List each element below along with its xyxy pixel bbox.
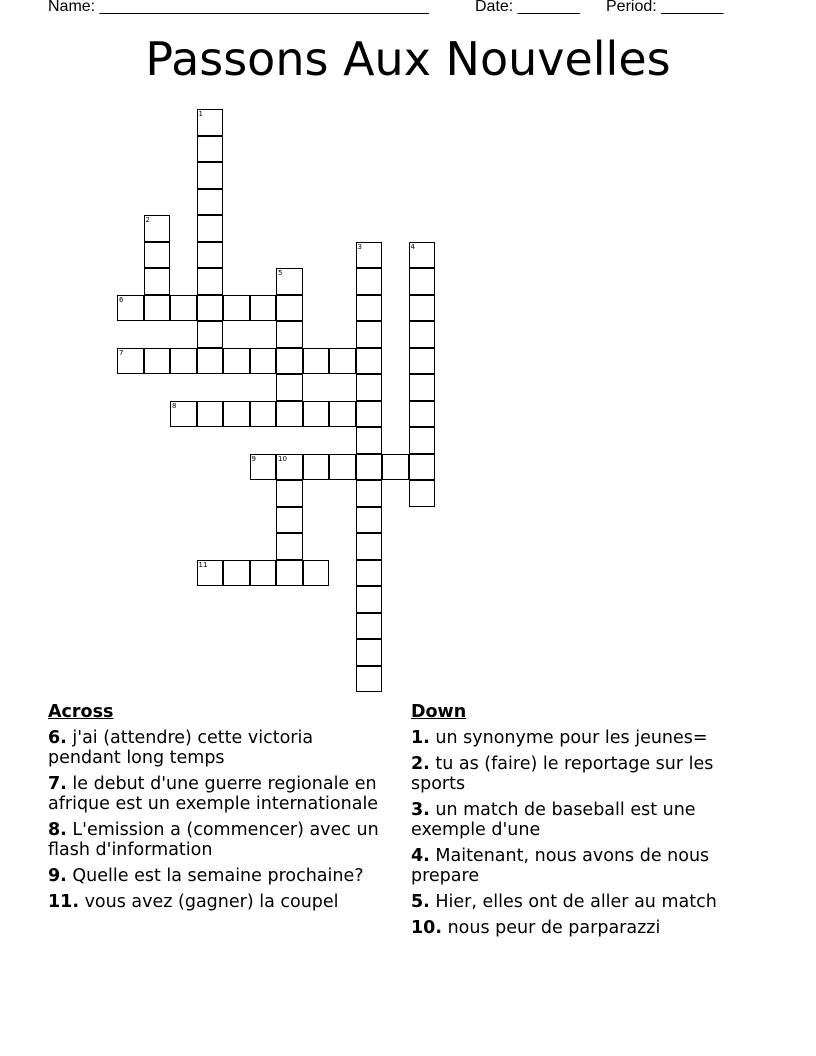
grid-cell[interactable] bbox=[409, 480, 436, 507]
clue-item-number: 3. bbox=[411, 800, 430, 820]
clue-number: 3 bbox=[357, 242, 362, 251]
period-field: Period: _______ bbox=[606, 0, 724, 15]
clue-item-number: 6. bbox=[48, 728, 67, 748]
grid-cell[interactable] bbox=[409, 427, 436, 454]
grid-cell[interactable] bbox=[356, 480, 383, 507]
grid-cell[interactable] bbox=[117, 295, 144, 322]
grid-cell[interactable] bbox=[197, 560, 224, 587]
grid-cell[interactable] bbox=[356, 507, 383, 534]
grid-cell[interactable] bbox=[144, 215, 171, 242]
clue-item-text: Hier, elles ont de aller au match bbox=[429, 892, 717, 912]
clue-item-text: nous peur de parparazzi bbox=[442, 918, 661, 938]
grid-cell[interactable] bbox=[329, 401, 356, 428]
grid-cell[interactable] bbox=[276, 321, 303, 348]
clue-item-text: un synonyme pour les jeunes= bbox=[429, 728, 708, 748]
clue-item-text: tu as (faire) le reportage sur les sports bbox=[411, 754, 714, 794]
grid-cell[interactable] bbox=[170, 348, 197, 375]
grid-cell[interactable] bbox=[144, 348, 171, 375]
clue-item-number: 8. bbox=[48, 820, 67, 840]
clue-number: 7 bbox=[119, 348, 124, 357]
clue-item bbox=[411, 918, 751, 938]
grid-cell[interactable] bbox=[356, 639, 383, 666]
clue-item bbox=[411, 728, 751, 748]
grid-cell[interactable] bbox=[197, 242, 224, 269]
clue-item bbox=[48, 728, 388, 768]
grid-cell[interactable] bbox=[356, 348, 383, 375]
grid-cell[interactable] bbox=[223, 348, 250, 375]
grid-cell[interactable] bbox=[356, 427, 383, 454]
grid-cell[interactable] bbox=[276, 454, 303, 481]
clue-item bbox=[48, 892, 388, 912]
grid-cell[interactable] bbox=[356, 374, 383, 401]
grid-cell[interactable] bbox=[329, 454, 356, 481]
clue-item-number: 2. bbox=[411, 754, 430, 774]
clue-item-number: 10. bbox=[411, 918, 443, 938]
grid-cell[interactable] bbox=[197, 401, 224, 428]
grid-cell[interactable] bbox=[276, 374, 303, 401]
grid-cell[interactable] bbox=[409, 321, 436, 348]
grid-cell[interactable] bbox=[276, 507, 303, 534]
grid-cell[interactable] bbox=[250, 560, 277, 587]
grid-cell[interactable] bbox=[223, 295, 250, 322]
grid-cell[interactable] bbox=[409, 401, 436, 428]
grid-cell[interactable] bbox=[276, 533, 303, 560]
across-heading: Across bbox=[48, 702, 114, 722]
grid-cell[interactable] bbox=[276, 348, 303, 375]
grid-cell[interactable] bbox=[409, 242, 436, 269]
clue-number: 5 bbox=[278, 269, 283, 277]
grid-cell[interactable] bbox=[197, 348, 224, 375]
clue-item bbox=[411, 800, 751, 840]
clue-item-text: Quelle est la semaine prochaine? bbox=[66, 866, 364, 886]
clue-item bbox=[411, 754, 751, 794]
clue-number: 6 bbox=[119, 295, 124, 304]
grid-cell[interactable] bbox=[356, 533, 383, 560]
grid-cell[interactable] bbox=[223, 401, 250, 428]
clue-item-text: vous avez (gagner) la coupel bbox=[79, 892, 339, 912]
clue-item-number: 5. bbox=[411, 892, 430, 912]
grid-cell[interactable] bbox=[356, 242, 383, 269]
grid-cell[interactable] bbox=[276, 401, 303, 428]
grid-cell[interactable] bbox=[144, 295, 171, 322]
grid-cell[interactable] bbox=[276, 268, 303, 295]
grid-cell[interactable] bbox=[409, 454, 436, 481]
clue-item-text: L'emission a (commencer) avec un flash d'information bbox=[48, 820, 379, 860]
grid-cell[interactable] bbox=[356, 321, 383, 348]
grid-cell[interactable] bbox=[356, 586, 383, 613]
grid-cell[interactable] bbox=[356, 268, 383, 295]
grid-cell[interactable] bbox=[250, 348, 277, 375]
grid-cell[interactable] bbox=[356, 666, 383, 693]
grid-cell[interactable] bbox=[356, 613, 383, 640]
clue-item bbox=[48, 866, 388, 886]
grid-cell[interactable] bbox=[197, 321, 224, 348]
grid-cell[interactable] bbox=[303, 560, 330, 587]
clue-item-text: j'ai (attendre) cette victoria pendant long temps bbox=[48, 728, 314, 768]
grid-cell[interactable] bbox=[223, 560, 250, 587]
clue-number: 11 bbox=[198, 560, 208, 569]
clue-item-number: 1. bbox=[411, 728, 430, 748]
clue-item-text: un match de baseball est une exemple d'une bbox=[411, 800, 696, 840]
down-clue-list bbox=[411, 728, 751, 938]
clue-item bbox=[411, 846, 751, 886]
grid-cell[interactable] bbox=[276, 560, 303, 587]
grid-cell[interactable] bbox=[250, 454, 277, 481]
clue-item-text: Maitenant, nous avons de nous prepare bbox=[411, 846, 710, 886]
grid-cell[interactable] bbox=[356, 401, 383, 428]
grid-cell[interactable] bbox=[382, 454, 409, 481]
clue-item bbox=[411, 892, 751, 912]
clue-item-number: 9. bbox=[48, 866, 67, 886]
clue-number: 10 bbox=[278, 454, 287, 463]
grid-cell[interactable] bbox=[409, 374, 436, 401]
grid-cell[interactable] bbox=[409, 268, 436, 295]
grid-cell[interactable] bbox=[303, 348, 330, 375]
across-clue-list bbox=[48, 728, 388, 912]
clue-item-text: le debut d'une guerre regionale en afrique est un exemple internationale bbox=[48, 774, 379, 814]
grid-cell[interactable] bbox=[117, 348, 144, 375]
grid-cell[interactable] bbox=[144, 242, 171, 269]
clue-number: 1 bbox=[198, 110, 203, 118]
clue-number: 2 bbox=[145, 216, 150, 224]
grid-cell[interactable] bbox=[170, 401, 197, 428]
grid-cell[interactable] bbox=[329, 348, 356, 375]
grid-cell[interactable] bbox=[197, 295, 224, 322]
grid-cell[interactable] bbox=[197, 268, 224, 295]
clue-item bbox=[48, 820, 388, 860]
clue-item-number: 7. bbox=[48, 774, 67, 794]
grid-cell[interactable] bbox=[197, 162, 224, 189]
grid-cell[interactable] bbox=[276, 480, 303, 507]
grid-cell[interactable] bbox=[356, 560, 383, 587]
down-clues bbox=[411, 702, 751, 944]
grid-cell[interactable] bbox=[303, 454, 330, 481]
grid-cell[interactable] bbox=[144, 268, 171, 295]
grid-cell[interactable] bbox=[409, 295, 436, 322]
grid-cell[interactable] bbox=[197, 189, 224, 216]
grid-cell[interactable] bbox=[303, 401, 330, 428]
clue-item bbox=[48, 774, 388, 814]
grid-cell[interactable] bbox=[356, 295, 383, 322]
across-clues bbox=[48, 702, 388, 918]
clue-item-number: 11. bbox=[48, 892, 80, 912]
clue-number: 4 bbox=[410, 242, 415, 251]
clue-number: 9 bbox=[251, 454, 256, 463]
grid-cell[interactable] bbox=[197, 136, 224, 163]
date-field: Date: _______ bbox=[475, 0, 580, 15]
grid-cell[interactable] bbox=[409, 348, 436, 375]
grid-cell[interactable] bbox=[250, 401, 277, 428]
grid-cell[interactable] bbox=[197, 215, 224, 242]
grid-cell[interactable] bbox=[250, 295, 277, 322]
name-field: Name: _____________________________________ bbox=[48, 0, 429, 15]
grid-cell[interactable] bbox=[276, 295, 303, 322]
down-heading: Down bbox=[411, 702, 467, 722]
grid-cell[interactable] bbox=[170, 295, 197, 322]
clue-number: 8 bbox=[172, 401, 177, 410]
puzzle-title: Passons Aux Nouvelles bbox=[145, 32, 671, 86]
grid-cell[interactable] bbox=[197, 109, 224, 136]
grid-cell[interactable] bbox=[356, 454, 383, 481]
clue-item-number: 4. bbox=[411, 846, 430, 866]
